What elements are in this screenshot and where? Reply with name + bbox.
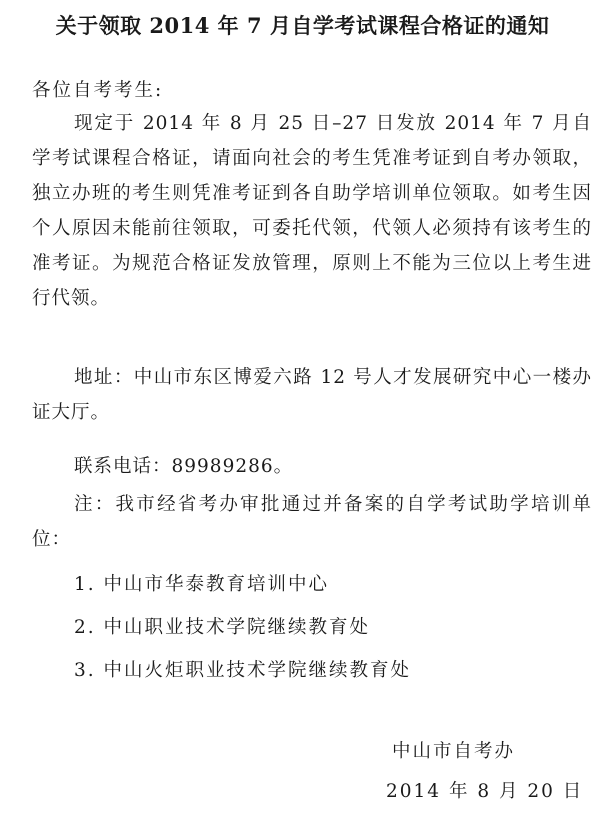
paragraph-distribution-info: 现定于 2014 年 8 月 25 日–27 日发放 2014 年 7 月自学考试课程合格证，请面向社会的考生凭准考证到自考办领取，独立办班的考生则凭准考证到各自助学培训单位领取。如考生因个人原因未能前往领取，可委托代领，代领人必须持有该考生的准考证。为规范合格证发放管理，原则上不能为三位以上考生进行代领。 <box>32 113 592 309</box>
notice-title: 关于领取 2014 年 7 月自学考试课程合格证的通知 <box>55 13 550 38</box>
paragraph-address: 地址：中山市东区博爱六路 12 号人才发展研究中心一楼办证大厅。 <box>32 367 592 423</box>
signature-org: 中山市自考办 <box>392 741 516 762</box>
list-item: 3. 中山火炬职业技术学院继续教育处 <box>74 660 412 681</box>
list-item: 1. 中山市华泰教育培训中心 <box>74 574 330 595</box>
signature-date: 2014 年 8 月 20 日 <box>386 781 584 802</box>
paragraph-phone: 联系电话：89989286。 <box>74 456 294 477</box>
paragraph-note: 注：我市经省考办审批通过并备案的自学考试助学培训单位： <box>32 494 592 550</box>
salutation: 各位自考考生: <box>32 80 164 101</box>
list-item: 2. 中山职业技术学院继续教育处 <box>74 617 371 638</box>
